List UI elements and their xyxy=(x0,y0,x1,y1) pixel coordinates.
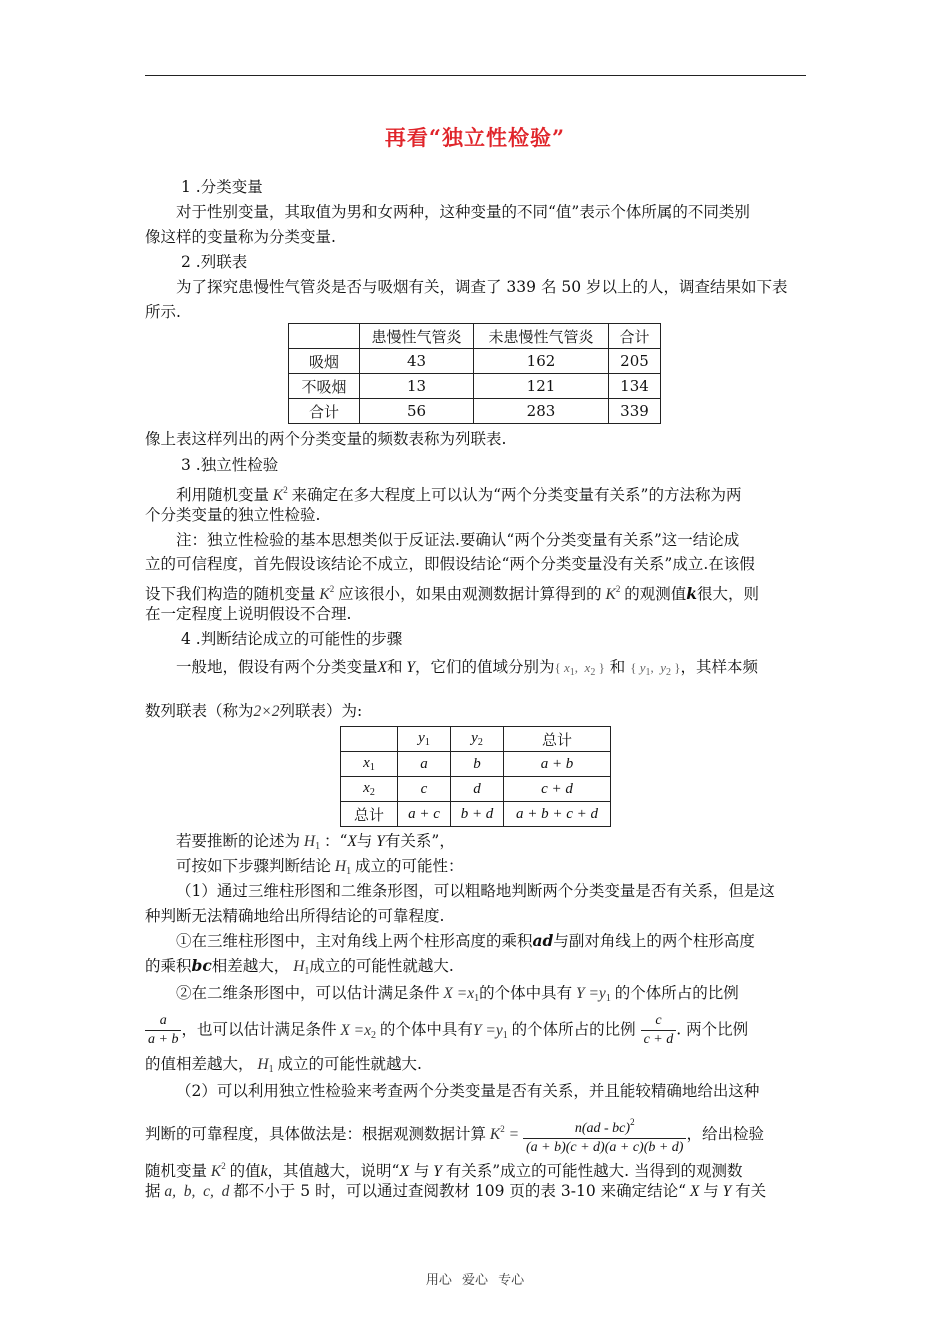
page-footer: 用心 爱心 专心 xyxy=(425,1273,525,1288)
section2-heading: 2 .列联表 xyxy=(181,253,248,271)
step-paragraph: 据 a, b, c, d 都不小于 5 时，可以通过查阅教材 109 页的表 3-10 来确定结论“ X 与 Y 有关 xyxy=(145,1182,767,1200)
paragraph: 可按如下步骤判断结论 H1 成立的可能性： xyxy=(176,857,464,877)
table-row: $x_1$ a b a + b xyxy=(341,752,611,777)
step-paragraph: $\frac{a}{a + b}$ ，也可以估计满足条件 X =x2 的个体中具有Y =y1 的个体所占的比例 $\frac{c}{c + d}$ . 两个比例 xyxy=(145,1012,748,1049)
contingency-table-smoking xyxy=(288,323,661,424)
table-row: 不吸烟 13 121 134 xyxy=(289,374,661,399)
paragraph: 所示. xyxy=(145,303,181,321)
table-row: $x_2$ c d c + d xyxy=(341,777,611,802)
note-paragraph: 在一定程度上说明假设不合理. xyxy=(145,605,352,623)
table-row: 总计 a + c b + d a + b + c + d xyxy=(341,802,611,827)
section4-heading: 4 .判断结论成立的可能性的步骤 xyxy=(181,630,403,648)
table-row: $y_1$ $y_2$ 总计 xyxy=(341,727,611,752)
step-paragraph: 种判断无法精确地给出所得结论的可靠程度. xyxy=(145,907,445,925)
paragraph: 像上表这样列出的两个分类变量的频数表称为列联表. xyxy=(145,430,507,448)
fraction-a: $\frac{a}{a + b}$ xyxy=(145,1012,181,1049)
general-2x2-table xyxy=(340,726,611,827)
step-paragraph: ②在二维条形图中，可以估计满足条件 X =x1的个体中具有 Y =y1 的个体所占的比例 xyxy=(176,984,739,1004)
step-paragraph: ①在三维柱形图中，主对角线上两个柱形高度的乘积ad与副对角线上的两个柱形高度 xyxy=(176,931,755,950)
paragraph: 对于性别变量，其取值为男和女两种，这种变量的不同“值”表示个体所属的不同类别 xyxy=(176,203,750,221)
step-paragraph: 的值相差越大， H1 成立的可能性就越大. xyxy=(145,1055,422,1075)
table-row: 吸烟 43 162 205 xyxy=(289,349,661,374)
note-paragraph: 设下我们构造的随机变量 $K^2$ 应该很小，如果由观测数据计算得到的 $K^2$ 的观测值k很大，则 xyxy=(145,584,759,603)
paragraph: 为了探究患慢性气管炎是否与吸烟有关，调查了 339 名 50 岁以上的人，调查结果如下表 xyxy=(176,278,788,296)
step-paragraph: 随机变量 $K^2$ 的值k，其值越大，说明“X 与 Y 有关系”成立的可能性越大. 当得到的观测数 xyxy=(145,1161,743,1180)
step-paragraph: （2）可以利用独立性检验来考查两个分类变量是否有关系，并且能较精确地给出这种 xyxy=(176,1082,760,1100)
step-paragraph: 判断的可靠程度，具体做法是：根据观测数据计算 $K^2$ = $\frac{n(ad - bc)^2}{(a + b)(c + d)(a + c)(b + d)}$ ，给出检验 xyxy=(145,1113,764,1157)
step-paragraph: 的乘积bc相差越大， H1成立的可能性就越大. xyxy=(145,956,454,977)
note-paragraph: 立的可信程度，首先假设该结论不成立，即假设结论“两个分类变量没有关系”成立.在该假 xyxy=(145,555,755,573)
step-paragraph: （1）通过三维柱形图和二维条形图，可以粗略地判断两个分类变量是否有关系，但是这 xyxy=(176,882,775,900)
chi-square-formula: $\frac{n(ad - bc)^2}{(a + b)(c + d)(a + c)(b + d)}$ xyxy=(523,1113,687,1157)
paragraph: 个分类变量的独立性检验. xyxy=(145,506,321,524)
section3-heading: 3 .独立性检验 xyxy=(181,456,279,474)
table-row: 患慢性气管炎 未患慢性气管炎 合计 xyxy=(289,324,661,349)
paragraph: 数列联表（称为2×2列联表）为: xyxy=(145,702,363,720)
section1-heading: 1 .分类变量 xyxy=(181,178,263,196)
paragraph: 一般地，假设有两个分类变量X和 Y，它们的值域分别为{ $x_1$, $x_2$ } 和 { $y_1$, $y_2$ }，其样本频 xyxy=(176,658,759,678)
top-rule xyxy=(145,75,806,76)
page-title: 再看“独立性检验” xyxy=(384,125,566,150)
fraction-c: $\frac{c}{c + d}$ xyxy=(641,1012,677,1049)
note-paragraph: 注：独立性检验的基本思想类似于反证法.要确认“两个分类变量有关系”这一结论成 xyxy=(176,531,740,549)
paragraph: 利用随机变量 $K^2$ 来确定在多大程度上可以认为“两个分类变量有关系”的方法称为两 xyxy=(176,485,742,504)
paragraph: 像这样的变量称为分类变量. xyxy=(145,228,336,246)
table-row: 合计 56 283 339 xyxy=(289,399,661,424)
paragraph: 若要推断的论述为 H1 ：“X与 Y有关系”， xyxy=(176,832,455,852)
